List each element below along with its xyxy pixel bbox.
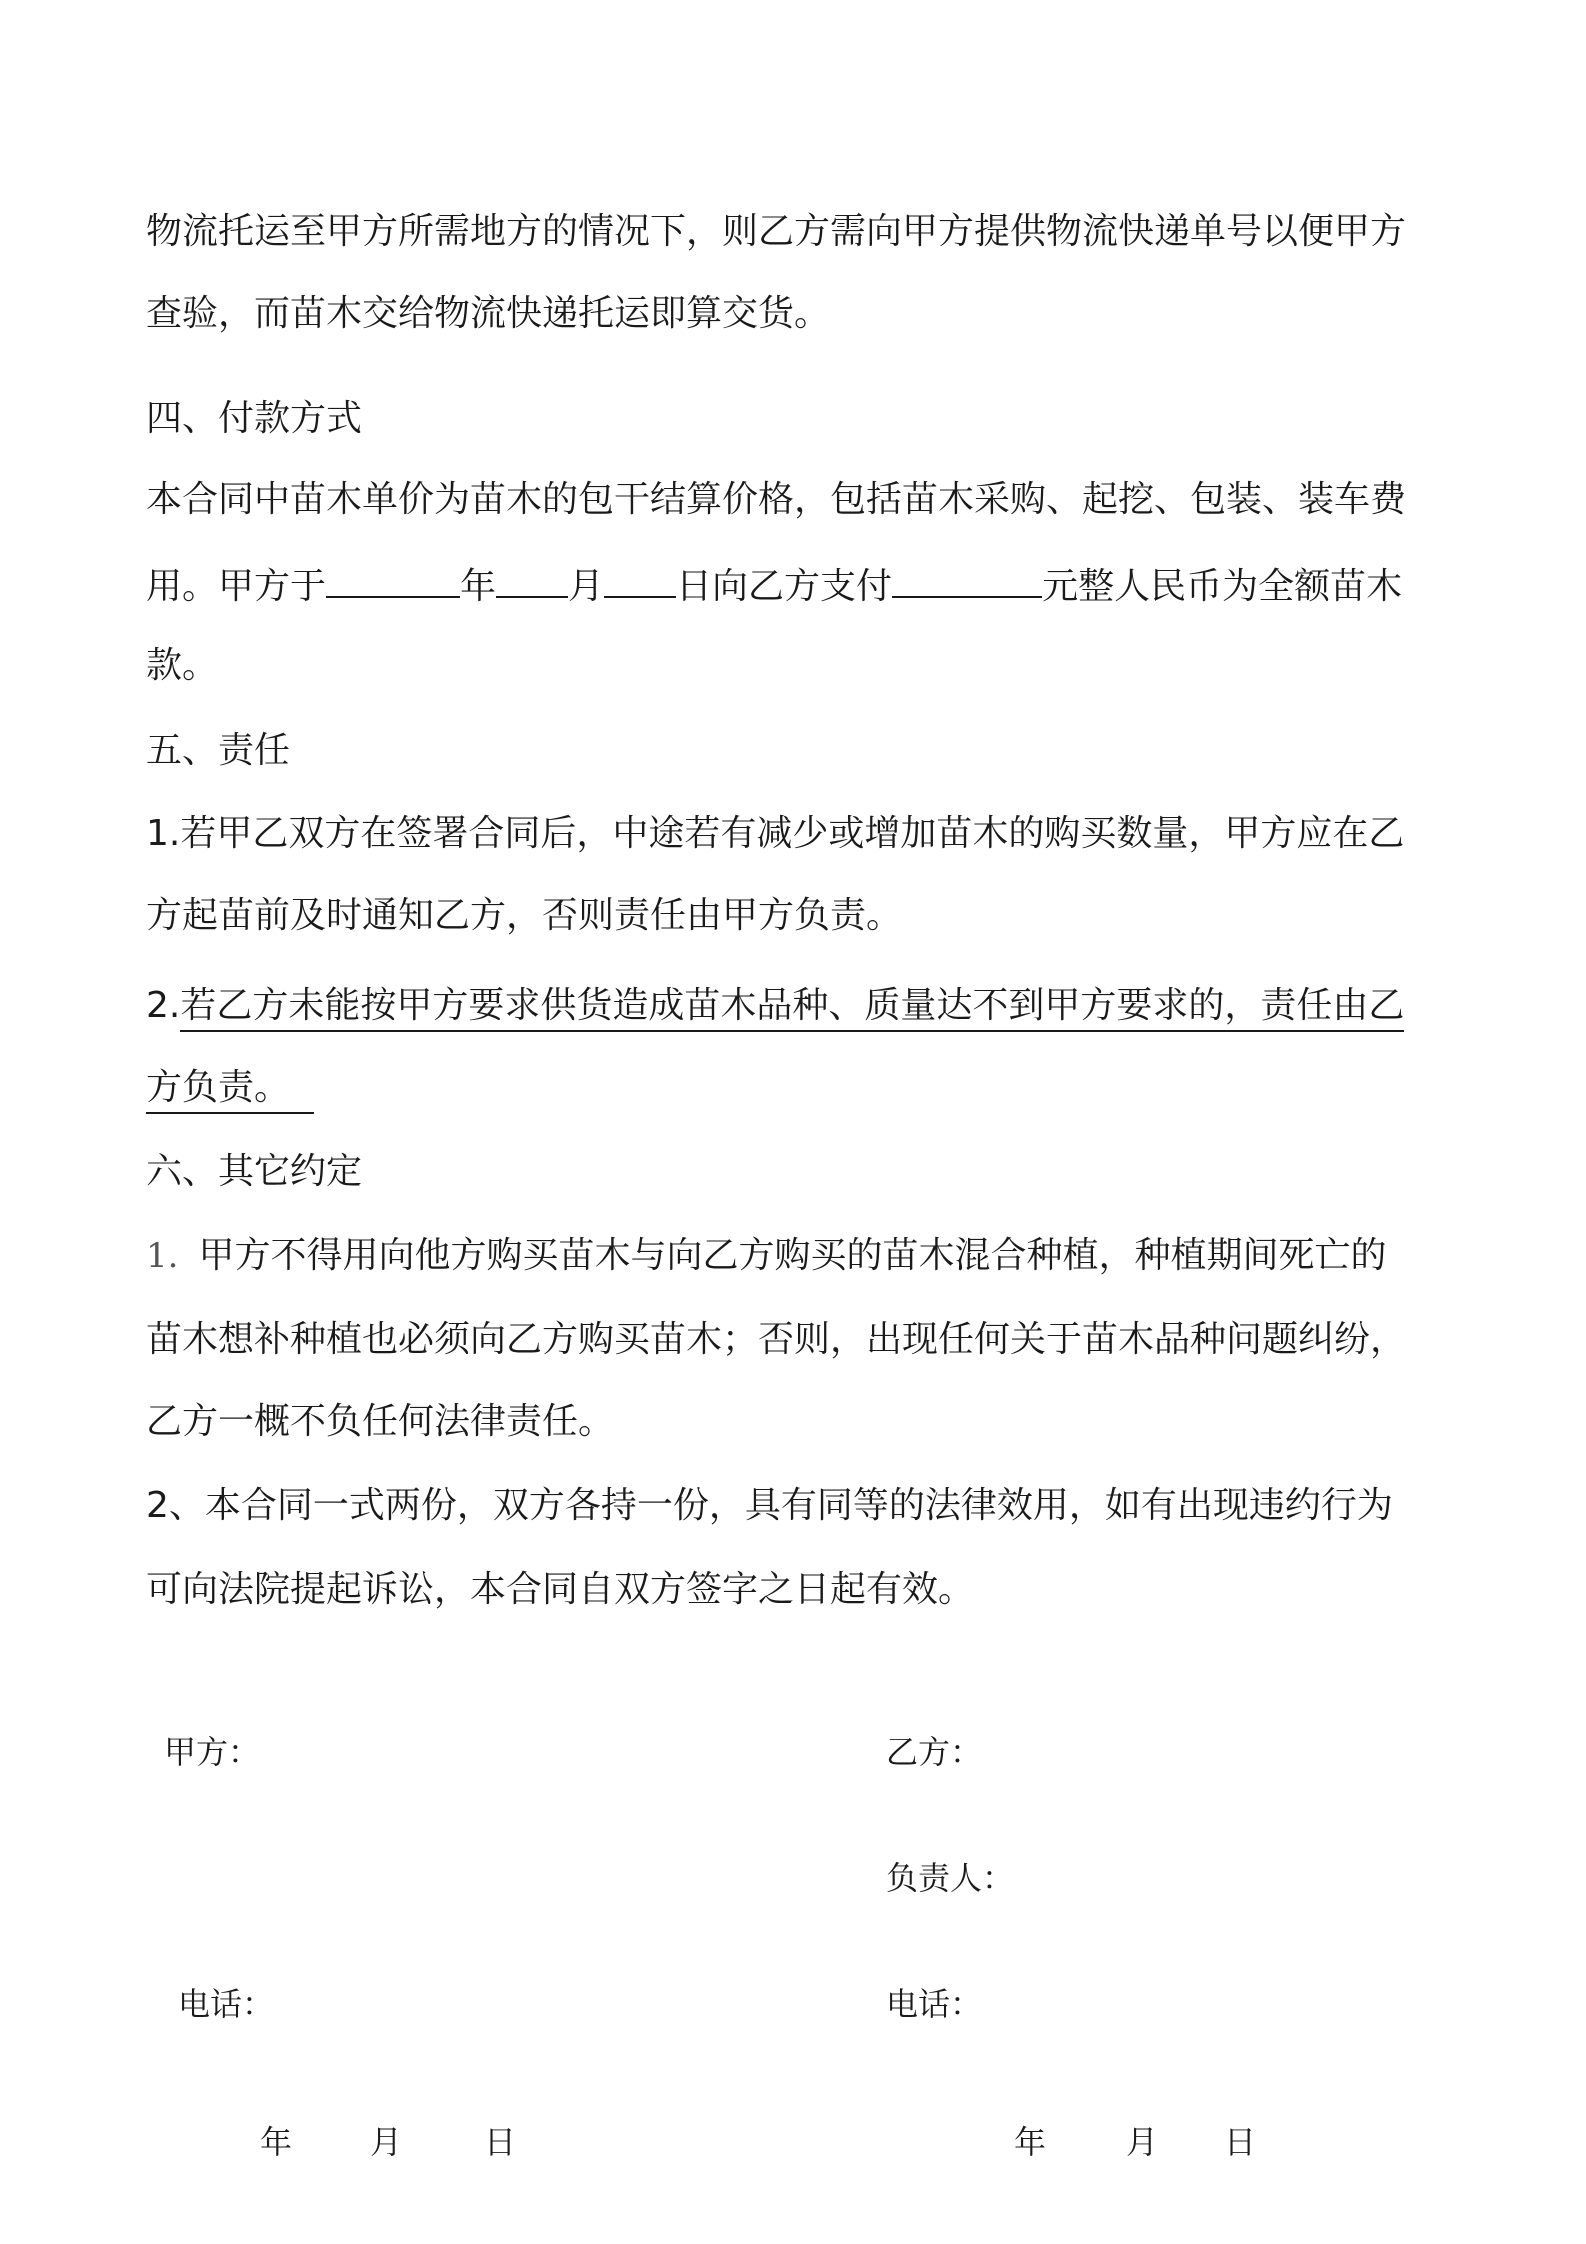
payment-line	[146, 560, 1402, 611]
text-segment: 日向乙方支付	[676, 566, 893, 607]
date-month-a: 月	[370, 2123, 403, 2161]
section-heading-payment: 四、付款方式	[146, 398, 363, 439]
paragraph-line: 乙方一概不负任何法律责任。	[146, 1401, 615, 1442]
phone-a-label: 电话：	[178, 1985, 275, 2023]
party-a-label: 甲方：	[164, 1733, 261, 1771]
paragraph-line: 1.若甲乙双方在签署合同后，中途若有减少或增加苗木的购买数量，甲方应在乙	[146, 813, 1405, 854]
item-number: 2.	[146, 985, 181, 1026]
blank-field-day[interactable]	[604, 560, 676, 598]
phone-b-label: 电话：	[886, 1985, 983, 2023]
paragraph-line: 2、本合同一式两份，双方各持一份，具有同等的法律效用，如有出现违约行为	[146, 1485, 1393, 1526]
paragraph-line: 苗木想补种植也必须向乙方购买苗木；否则，出现任何关于苗木品种问题纠纷，	[146, 1319, 1407, 1360]
text-segment: 年	[460, 566, 497, 607]
paragraph-line: 方起苗前及时通知乙方，否则责任由甲方负责。	[146, 895, 903, 936]
blank-field-amount[interactable]	[892, 560, 1042, 598]
paragraph-line: 物流托运至甲方所需地方的情况下，则乙方需向甲方提供物流快递单号以便甲方	[146, 211, 1407, 252]
underlined-text: 若乙方未能按甲方要求供货造成苗木品种、质量达不到甲方要求的，责任由乙	[180, 985, 1404, 1032]
item-number: 1.	[146, 1236, 179, 1276]
blank-field-year[interactable]	[326, 560, 460, 598]
blank-field-month[interactable]	[496, 560, 568, 598]
date-year-a: 年	[260, 2123, 293, 2161]
paragraph-line: 可向法院提起诉讼，本合同自双方签字之日起有效。	[146, 1569, 975, 1610]
date-year-b: 年	[1014, 2123, 1047, 2161]
underlined-text: 方负责。	[146, 1067, 314, 1114]
responsible-person-label: 负责人：	[886, 1859, 1015, 1897]
paragraph-line: 查验，而苗木交给物流快递托运即算交货。	[146, 293, 831, 334]
text-segment: 甲方不得用向他方购买苗木与向乙方购买的苗木混合种植，种植期间死亡的	[198, 1235, 1387, 1276]
underlined-line	[146, 982, 1404, 1030]
date-month-b: 月	[1126, 2123, 1159, 2161]
text-segment: 用。甲方于	[146, 566, 327, 607]
text-segment: 月	[568, 566, 605, 607]
paragraph-line	[146, 1232, 1386, 1280]
date-day-a: 日	[484, 2123, 517, 2161]
date-day-b: 日	[1224, 2123, 1257, 2161]
paragraph-line: 款。	[146, 645, 219, 686]
underlined-line	[146, 1064, 314, 1112]
party-b-label: 乙方：	[886, 1733, 983, 1771]
text-segment: 元整人民币为全额苗木	[1042, 566, 1403, 607]
section-heading-other: 六、其它约定	[146, 1151, 363, 1192]
section-heading-responsibility: 五、责任	[146, 730, 291, 771]
paragraph-line: 本合同中苗木单价为苗木的包干结算价格，包括苗木采购、起挖、包装、装车费	[146, 479, 1407, 520]
